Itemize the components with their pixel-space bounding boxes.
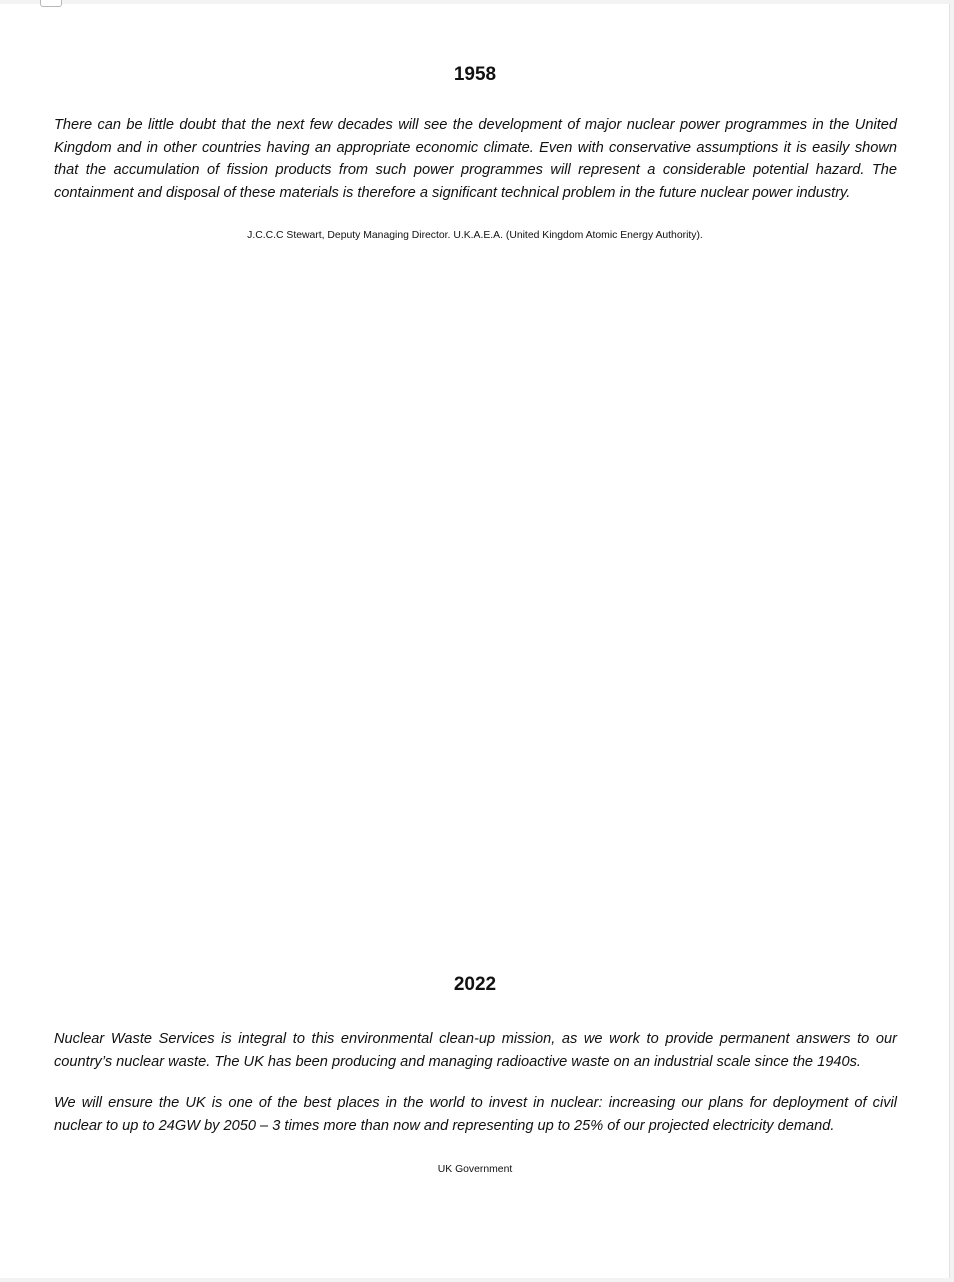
document-page — [0, 4, 950, 1278]
quote-2022-first: Nuclear Waste Services is integral to this environmental clean-up mission, as we work to provide permanent answers to our country’s nuclear waste. The UK has been producing and managing radioactive waste on an industrial scale since the 1940s. — [54, 1031, 897, 1070]
quote-1958: There can be little doubt that the next few decades will see the development of major nuclear power programmes in the United Kingdom and in other countries having an appropriate economic climate. Even with conservative assumptions it is easily shown that the accumulation of fission products from such power programmes will represent a considerable potential hazard. The containment and disposal of these materials is therefore a significant technical problem in the future nuclear power industry. — [54, 117, 897, 201]
attribution-1958: J.C.C.C Stewart, Deputy Managing Director. U.K.A.E.A. (United Kingdom Atomic Energy Authority). — [247, 230, 703, 241]
year-heading-1958: 1958 — [453, 64, 497, 85]
quote-2022-second: We will ensure the UK is one of the best places in the world to invest in nuclear: increasing our plans for deployment of civil nuclear to up to 24GW by 2050 – 3 times more than now and representing up to 25% of our projected electricity demand. — [54, 1095, 897, 1134]
attribution-2022: UK Government — [437, 1164, 513, 1175]
page-corner-handle[interactable] — [40, 0, 62, 7]
year-heading-2022: 2022 — [453, 974, 497, 995]
